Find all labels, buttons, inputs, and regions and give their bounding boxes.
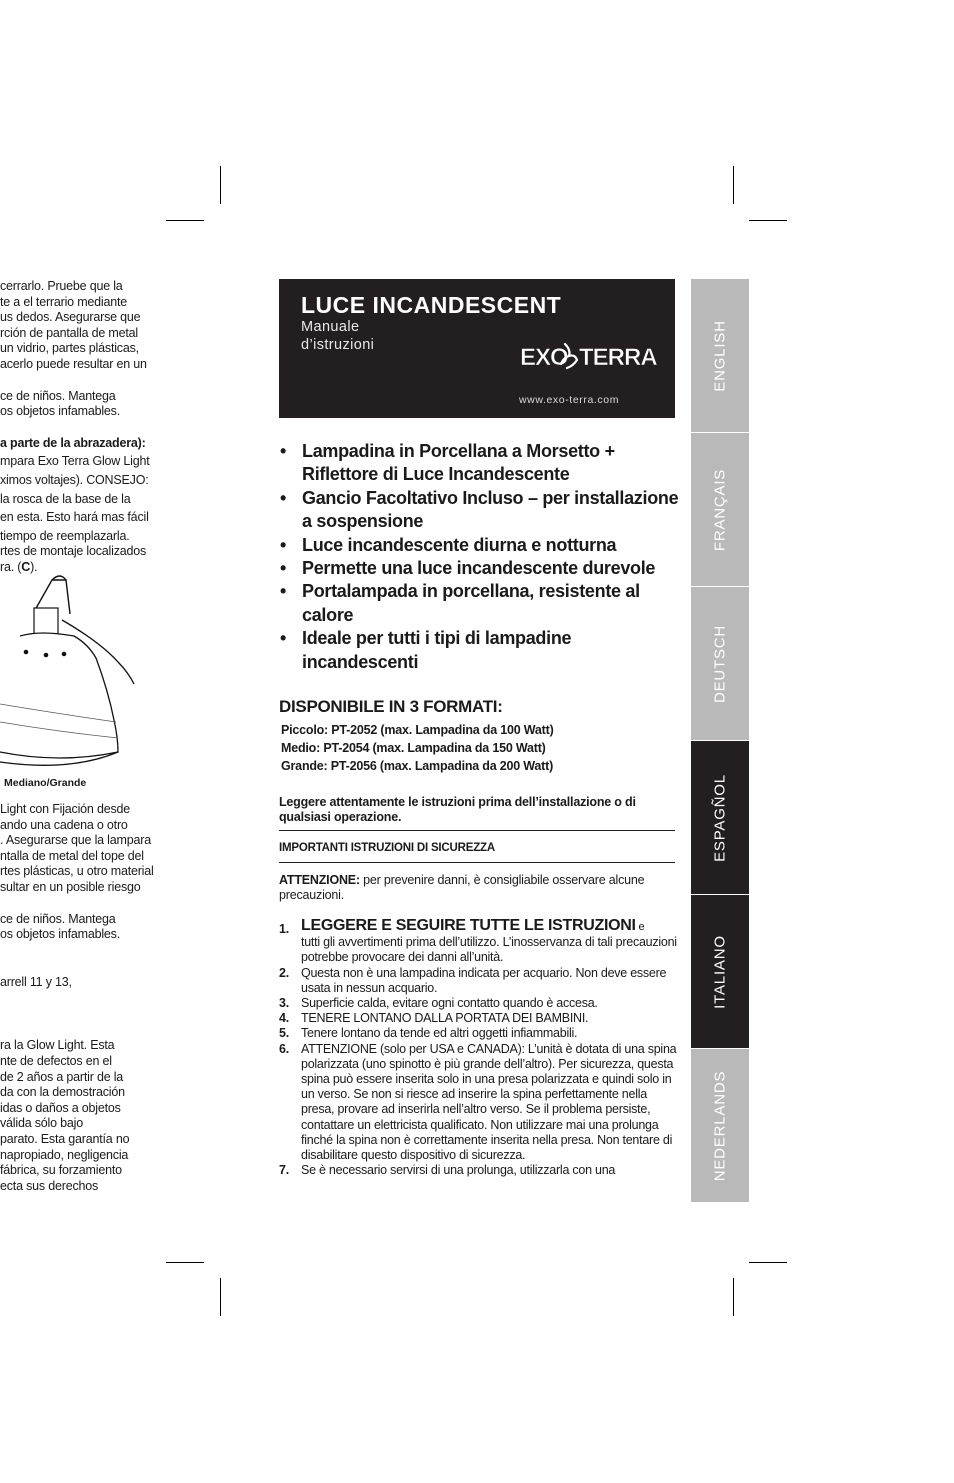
logo-text-left: EXO	[520, 344, 568, 371]
crop-mark	[166, 1262, 204, 1263]
text-line: os objetos infamables.	[0, 404, 120, 419]
crop-mark	[220, 166, 221, 204]
tab-label: FRANÇAIS	[711, 468, 729, 551]
text-line: rción de pantalla de metal	[0, 325, 138, 340]
instruction-text: Se è necessario servirsi di una prolunga, utilizzarla con una	[301, 1163, 616, 1178]
tab-italiano[interactable]	[691, 895, 749, 1049]
text-line: ecta sus derechos	[0, 1178, 99, 1193]
item-number: 2.	[279, 965, 289, 980]
divider	[279, 830, 675, 831]
subtitle-line: Manuale	[301, 319, 360, 335]
formats-list	[281, 721, 554, 775]
instruction-item	[279, 1026, 679, 1041]
format-item: Medio: PT-2054 (max. Lampadina da 150 Watt)	[281, 741, 546, 755]
text-line: fábrica, su forzamiento	[0, 1163, 122, 1178]
instruction-lead-tail: e	[635, 921, 645, 933]
language-tabs	[691, 279, 749, 1202]
attention-text: per prevenire danni, è consigliabile osservare alcune precauzioni.	[279, 873, 645, 902]
text-line: un vidrio, partes plásticas,	[0, 341, 139, 356]
text-line: ra. (C).	[0, 559, 38, 574]
title-banner	[279, 279, 675, 418]
tab-label: ESPAGÑOL	[711, 773, 729, 862]
read-instructions-notice: Leggere attentamente le istruzioni prima dell’installazione o di qualsiasi operazione.	[279, 795, 636, 824]
text-line: ra la Glow Light. Esta	[0, 1038, 115, 1053]
crop-mark	[166, 220, 204, 221]
tab-espanol[interactable]	[691, 741, 749, 895]
divider	[279, 862, 675, 863]
text-line: cerrarlo. Pruebe que la	[0, 279, 123, 293]
format-item: Grande: PT-2056 (max. Lampadina da 200 Watt)	[281, 759, 554, 773]
instruction-item	[279, 918, 679, 966]
format-item: Piccolo: PT-2052 (max. Lampadina da 100 Watt)	[281, 723, 554, 737]
feature-item: • Permette una luce incandescente durevole	[280, 557, 680, 580]
text-line: ce de niños. Mantega	[0, 911, 116, 926]
instruction-text: Tenere lontano da tende ed altri oggetti infiammabili.	[301, 1026, 578, 1041]
text-line: parato. Esta garantía no	[0, 1131, 130, 1146]
text-line: da con la demostración	[0, 1085, 125, 1100]
text-line: sultar en un posible riesgo	[0, 879, 141, 894]
instruction-text: Questa non è una lampadina indicata per acquario. Non deve essere usata in nessun acquario.	[301, 965, 667, 995]
instruction-item	[279, 1042, 679, 1164]
tab-nederlands[interactable]	[691, 1049, 749, 1203]
item-number: 6.	[279, 1041, 289, 1056]
item-number: 7.	[279, 1163, 289, 1178]
website-url: www.exo-terra.com	[519, 394, 620, 406]
text-line: mpara Exo Terra Glow Light	[0, 454, 150, 469]
crop-mark	[733, 166, 734, 204]
instruction-item	[279, 966, 679, 996]
attention-paragraph	[279, 873, 675, 903]
item-number: 4.	[279, 1011, 289, 1026]
text-line: ce de niños. Mantega	[0, 388, 116, 403]
text-line: us dedos. Asegurarse que	[0, 310, 141, 325]
text-line: a parte de la abrazadera):	[0, 435, 146, 450]
tab-label: ENGLISH	[711, 319, 729, 392]
text-line: . Asegurarse que la lampara	[0, 833, 151, 848]
text-line: acerlo puede resultar en un	[0, 356, 147, 371]
instruction-item	[279, 1011, 679, 1026]
tab-label: DEUTSCH	[711, 624, 729, 703]
crop-mark	[749, 220, 787, 221]
text-line: la rosca de la base de la	[0, 491, 131, 506]
instruction-text: ATTENZIONE (solo per USA e CANADA): L’unità è dotata di una spina polarizzata (uno spinotto è più grande dell’altro). Per sicurezza, questa spina può essere inserita solo in una presa polarizzata e quindi solo in un verso. Se non si riesce ad inserire la spina perfettamente nella presa, provare ad inserirla nell’altro verso. Se il problema persiste, contattare un elettricista qualificato. Non utilizzare mai una prolunga finché la spina non è correttamente inserita nella presa. Non tentare di disabilitare questo dispositivo di sicurezza.	[301, 1041, 677, 1163]
previous-page-column	[0, 279, 170, 576]
text-line: idas o daños a objetos	[0, 1100, 121, 1115]
tab-francais[interactable]	[691, 433, 749, 587]
text-line: nte de defectos en el	[0, 1053, 112, 1068]
instruction-item	[279, 1163, 679, 1178]
text-line: rtes de montaje localizados	[0, 544, 147, 559]
instruction-item	[279, 996, 679, 1011]
feature-item: • Lampadina in Porcellana a Morsetto + Riflettore di Luce Incandescente	[280, 440, 680, 487]
text-line: de 2 años a partir de la	[0, 1069, 124, 1084]
text-line: te a el terrario mediante	[0, 294, 128, 309]
instruction-text: tutti gli avvertimenti prima dell’utilizzo. L’inosservanza di tali precauzioni potrebbe provocare dei danni all’unità.	[301, 935, 677, 965]
instruction-text: TENERE LONTANO DALLA PORTATA DEI BAMBINI.	[301, 1011, 589, 1026]
previous-page-column-lower	[0, 802, 170, 1194]
item-number: 1.	[279, 922, 289, 936]
safety-instructions-list	[279, 918, 679, 1178]
text-line: tiempo de reemplazarla.	[0, 528, 130, 543]
text-line: válida sólo bajo	[0, 1116, 83, 1131]
crop-mark	[733, 1278, 734, 1316]
lamp-illustration	[0, 572, 160, 772]
item-number: 5.	[279, 1026, 289, 1041]
page-title: LUCE INCANDESCENT	[301, 292, 562, 318]
tab-deutsch[interactable]	[691, 587, 749, 741]
formats-heading: DISPONIBILE IN 3 FORMATI:	[279, 697, 503, 716]
crop-mark	[220, 1278, 221, 1316]
feature-item: • Portalampada in porcellana, resistente al calore	[280, 580, 680, 627]
feature-item: • Luce incandescente diurna e notturna	[280, 534, 680, 557]
tab-label: NEDERLANDS	[711, 1070, 729, 1181]
exo-terra-logo	[519, 340, 657, 371]
safety-heading: IMPORTANTI ISTRUZIONI DI SICUREZZA	[279, 842, 495, 854]
subtitle-line: d’istruzioni	[301, 337, 375, 353]
item-number: 3.	[279, 996, 289, 1011]
manual-subtitle	[301, 318, 374, 354]
text-line: arrell 11 y 13,	[0, 974, 72, 989]
text-line: napropiado, negligencia	[0, 1147, 129, 1162]
crop-mark	[749, 1262, 787, 1263]
text-line: ntalla de metal del tope del	[0, 848, 144, 863]
feature-item: • Gancio Facoltativo Incluso – per installazione a sospensione	[280, 487, 680, 534]
lamp-caption: Mediano/Grande	[4, 777, 87, 789]
text-line: rtes plásticas, u otro material	[0, 864, 154, 879]
feature-item: • Ideale per tutti i tipi di lampadine incandescenti	[280, 627, 680, 674]
instruction-lead: LEGGERE E SEGUIRE TUTTE LE ISTRUZIONI	[301, 917, 636, 934]
logo-text-right: TERRA	[579, 344, 657, 371]
feature-list	[280, 440, 680, 674]
text-line: ando una cadena o otro	[0, 817, 128, 832]
text-line: os objetos infamables.	[0, 927, 120, 942]
tab-english[interactable]	[691, 279, 749, 433]
instruction-text: Superficie calda, evitare ogni contatto quando è accesa.	[301, 996, 598, 1011]
text-line: ximos voltajes). CONSEJO:	[0, 472, 149, 487]
text-line: en esta. Esto hará mas fácil	[0, 510, 149, 525]
tab-label: ITALIANO	[711, 934, 729, 1009]
attention-label: ATTENZIONE:	[279, 873, 360, 887]
text-line: Light con Fijación desde	[0, 802, 131, 816]
